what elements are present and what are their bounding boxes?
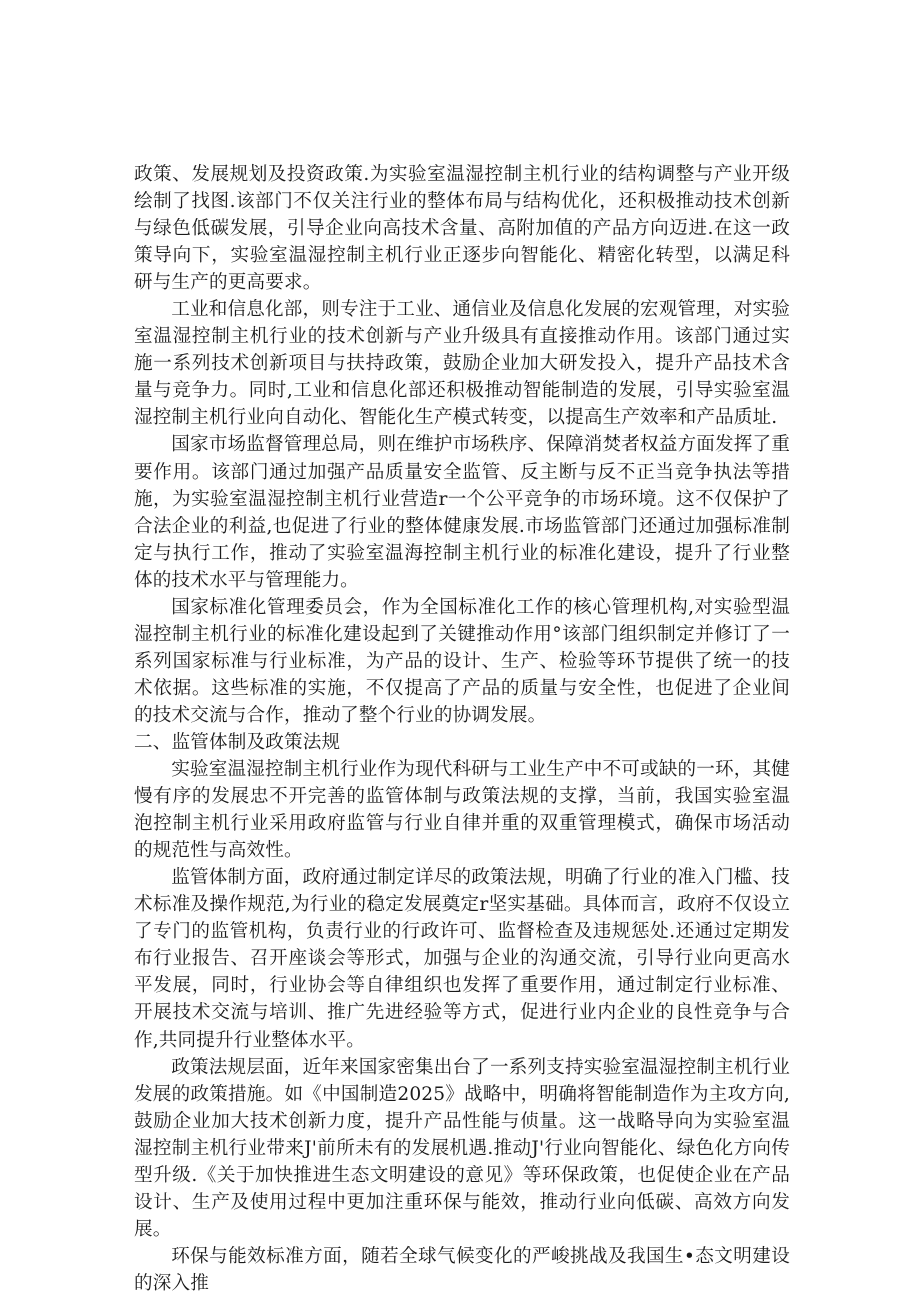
paragraph-miit: 工业和信息化部，则专注于工业、通信业及信息化发展的宏观管理，对实验室温湿控制主机行业的技术创新与产业升级具有直接推动作用。该部门通过实施一系列技术创新项目与扶持政策，鼓励企业加大研发投入，提升产品技术含量与竞争力。同时,工业和信息化部还积极推动智能制造的发展，引导实验室温湿控制主机行业向自动化、智能化生产模式转变，以提高生产效率和产品质址. bbox=[134, 299, 790, 429]
paragraph-policy-planning: 政策、发展规划及投资政策.为实验室温湿控制主机行业的结构调整与产业开级绘制了找图.该部门不仅关注行业的整体布局与结构优化，还积极推动技术创新与绿色低碳发展，引导企业向高技术含量、高附加值的产品方向迈进.在这一政策导向下，实验室温湿控制主机行业正逐步向智能化、精密化转型，以满足科研与生产的更高要求。 bbox=[134, 164, 790, 294]
paragraph-regulatory-intro: 实验室温湿控制主机行业作为现代科研与工业生产中不可或缺的一环，其健慢有序的发展忠不开完善的监管体制与政策法规的支撑，当前，我国实验室温泡控制主机行业采用政府监管与行业自律并重的双重管理模式，确保市场活动的规范性与高效性。 bbox=[134, 759, 790, 862]
section-heading: 二、监管体制及政策法规 bbox=[134, 731, 341, 753]
paragraph-environmental-standards: 环保与能效标准方面，随若全球气候变化的严峻挑战及我国生•态文明建设的深入推 bbox=[134, 1245, 790, 1294]
paragraph-regulatory-system: 监管体制方面，政府通过制定详尽的政策法规，明确了行业的准入门槛、技术标准及操作规范,为行业的稳定发展奠定r坚实基础。具体而言，政府不仅设立了专门的监管机构，负责行业的行政许可、监督检查及违规惩处.还通过定期发布行业报告、召开座谈会等形式，加强与企业的沟通交流，引导行业向更高水平发展，同时，行业协会等自律组织也发挥了重要作用，通过制定行业标准、开展技术交流与培训、推广先进经验等方式，促进行业内企业的良性竞争与合作,共同提升行业整体水平。 bbox=[134, 867, 790, 1051]
paragraph-policy-regulations: 政策法规层面，近年来国家密集出台了一系列支持实验室温湿控制主机行业发展的政策措施。如《中国制造2025》战略中，明确将智能制造作为主攻方向,鼓励企业加大技术创新力度，提升产品性能与侦量。这一战略导向为实验室温湿控制主机行业带来J'前所未有的发展机遇.推动J'行业向智能化、绿色化方向传型升级.《关于加快推进生态文明建设的意见》等环保政策，也促使企业在产品设计、生产及使用过程中更加注重环保与能效，推动行业向低碳、高效方向发展。 bbox=[134, 1056, 790, 1240]
document-page bbox=[134, 161, 790, 1297]
paragraph-sac: 国家标准化管理委员会，作为全国标准化工作的核心管理机构,对实验型温湿控制主机行业的标准化建设起到了关键推动作用°该部门组织制定并修订了一系列国家标准与行业标准，为产品的设计、生产、检验等环节提供了统一的技术依据。这些标准的实施，不仅提高了产品的质量与安全性，也促进了企业间的技术交流与合作，推动了整个行业的协调发展。 bbox=[134, 596, 790, 726]
paragraph-samr: 国家市场监督管理总局，则在维护市场秩序、保障消焚者权益方面发挥了重要作用。该部门通过加强产品质量安全监管、反主断与反不正当竞争执法等措施，为实验室温湿控制主机行业营造r一个公平竞争的市场环境。这不仅保护了合法企业的利益,也促进了行业的整体健康发展.市场监管部门还通过加强标准制定与执行工作，推动了实验室温海控制主机行业的标准化建设，提升了行业整体的技术水平与管理能力。 bbox=[134, 434, 790, 591]
